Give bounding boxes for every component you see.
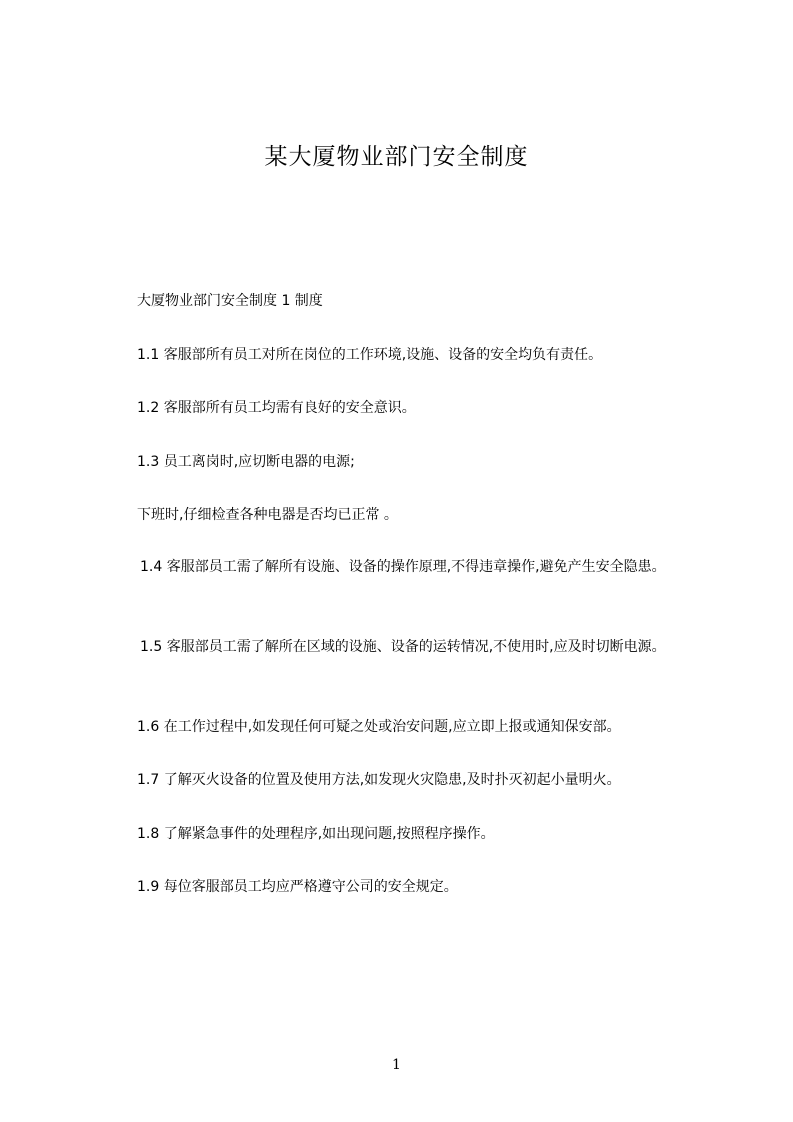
paragraph-1-8: 1.8 了解紧急事件的处理程序,如出现问题,按照程序操作。	[137, 826, 495, 842]
paragraph-1-3-continued: 下班时,仔细检查各种电器是否均已正常 。	[137, 507, 398, 523]
paragraph-1-7: 1.7 了解灭火设备的位置及使用方法,如发现火灾隐患,及时扑灭初起小量明火。	[137, 772, 621, 788]
page-number: 1	[392, 1057, 401, 1073]
paragraph-1-3: 1.3 员工离岗时,应切断电器的电源;	[137, 454, 355, 470]
paragraph-1-4: 1.4 客服部员工需了解所有设施、设备的操作原理,不得违章操作,避免产生安全隐患。	[140, 559, 666, 575]
document-title: 某大厦物业部门安全制度	[264, 144, 529, 170]
paragraph-1-5: 1.5 客服部员工需了解所在区域的设施、设备的运转情况,不使用时,应及时切断电源。	[140, 639, 666, 655]
paragraph-1-2: 1.2 客服部所有员工均需有良好的安全意识。	[137, 400, 416, 416]
paragraph-heading: 大厦物业部门安全制度 1 制度	[137, 293, 323, 309]
paragraph-1-6: 1.6 在工作过程中,如发现任何可疑之处或治安问题,应立即上报或通知保安部。	[137, 719, 621, 735]
paragraph-1-1: 1.1 客服部所有员工对所在岗位的工作环境,设施、设备的安全均负有责任。	[137, 347, 603, 363]
paragraph-1-9: 1.9 每位客服部员工均应严格遵守公司的安全规定。	[137, 879, 458, 895]
